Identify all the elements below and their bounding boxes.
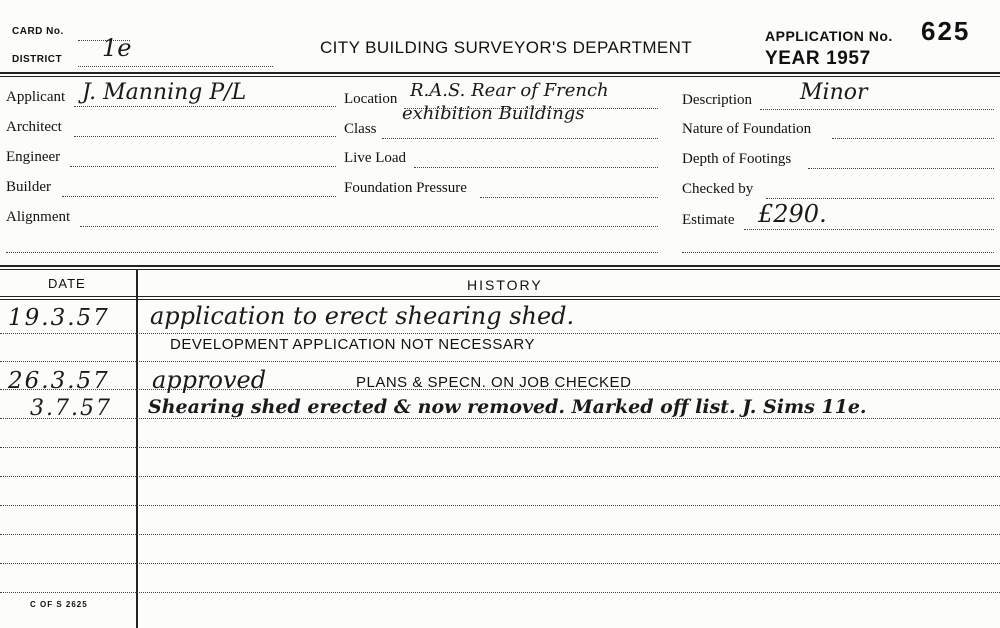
alignment-label: Alignment (6, 209, 71, 225)
entry-stamp: DEVELOPMENT APPLICATION NOT NECESSARY (170, 336, 535, 353)
district-value: 1e (102, 34, 132, 62)
history-top-border (0, 265, 1000, 267)
engineer-line (70, 166, 336, 167)
application-label: APPLICATION No. (765, 28, 893, 44)
blank-line-right (682, 252, 994, 253)
applicant-label: Applicant (6, 89, 66, 105)
builder-line (62, 196, 336, 197)
row-rule (0, 592, 1000, 593)
row-rule (0, 505, 1000, 506)
live-load-label: Live Load (344, 150, 407, 166)
entry-stamp: PLANS & SPECN. ON JOB CHECKED (356, 374, 632, 391)
row-rule (0, 563, 1000, 564)
nature-label: Nature of Foundation (682, 121, 812, 137)
entry-text: approved (152, 366, 267, 394)
card-no-label: CARD No. (12, 26, 64, 37)
entry-text: Shearing shed erected & now removed. Marked off list. J. Sims 11e. (148, 396, 867, 418)
entry-date: 26.3.57 (8, 368, 110, 394)
foundation-pressure-line (480, 197, 658, 198)
nature-line (832, 138, 994, 139)
depth-label: Depth of Footings (682, 151, 792, 167)
form-code: C OF S 2625 (30, 600, 88, 609)
location-value-1: R.A.S. Rear of French (410, 80, 609, 101)
depth-line (808, 168, 994, 169)
history-top-border-2 (0, 269, 1000, 270)
estimate-label: Estimate (682, 212, 735, 228)
row-rule (0, 361, 1000, 362)
date-header: DATE (48, 276, 86, 291)
row-rule (0, 333, 1000, 334)
foundation-pressure-label: Foundation Pressure (344, 180, 467, 196)
district-label: DISTRICT (12, 54, 63, 65)
description-value: Minor (800, 80, 868, 105)
location-label: Location (344, 91, 398, 107)
district-line (78, 66, 273, 67)
row-rule (0, 447, 1000, 448)
applicant-line (74, 106, 336, 107)
history-header: HISTORY (467, 277, 543, 293)
row-rule (0, 418, 1000, 419)
row-rule (0, 476, 1000, 477)
live-load-line (414, 167, 658, 168)
header-divider (0, 72, 1000, 74)
checked-label: Checked by (682, 181, 754, 197)
date-column-divider (136, 270, 138, 628)
blank-line (6, 252, 658, 253)
engineer-label: Engineer (6, 149, 61, 165)
entry-date: 19.3.57 (8, 305, 110, 331)
class-line (382, 138, 658, 139)
entry-date: 3.7.57 (30, 396, 112, 421)
location-value-2: exhibition Buildings (402, 103, 585, 124)
estimate-line (744, 229, 994, 230)
description-line (760, 109, 994, 110)
description-label: Description (682, 92, 752, 108)
entry-text: application to erect shearing shed. (150, 302, 575, 330)
estimate-value: £290. (758, 200, 827, 228)
class-label: Class (344, 121, 377, 137)
application-number: 625 (921, 16, 971, 46)
header-divider-2 (0, 76, 1000, 77)
department-title: CITY BUILDING SURVEYOR'S DEPARTMENT (320, 38, 693, 57)
architect-label: Architect (6, 119, 62, 135)
year-label: YEAR 1957 (765, 48, 871, 69)
builder-label: Builder (6, 179, 51, 195)
checked-line (766, 198, 994, 199)
history-header-rule-2 (0, 299, 1000, 300)
applicant-value: J. Manning P/L (82, 80, 247, 105)
alignment-line (80, 226, 658, 227)
history-header-rule (0, 296, 1000, 297)
architect-line (74, 136, 336, 137)
row-rule (0, 534, 1000, 535)
